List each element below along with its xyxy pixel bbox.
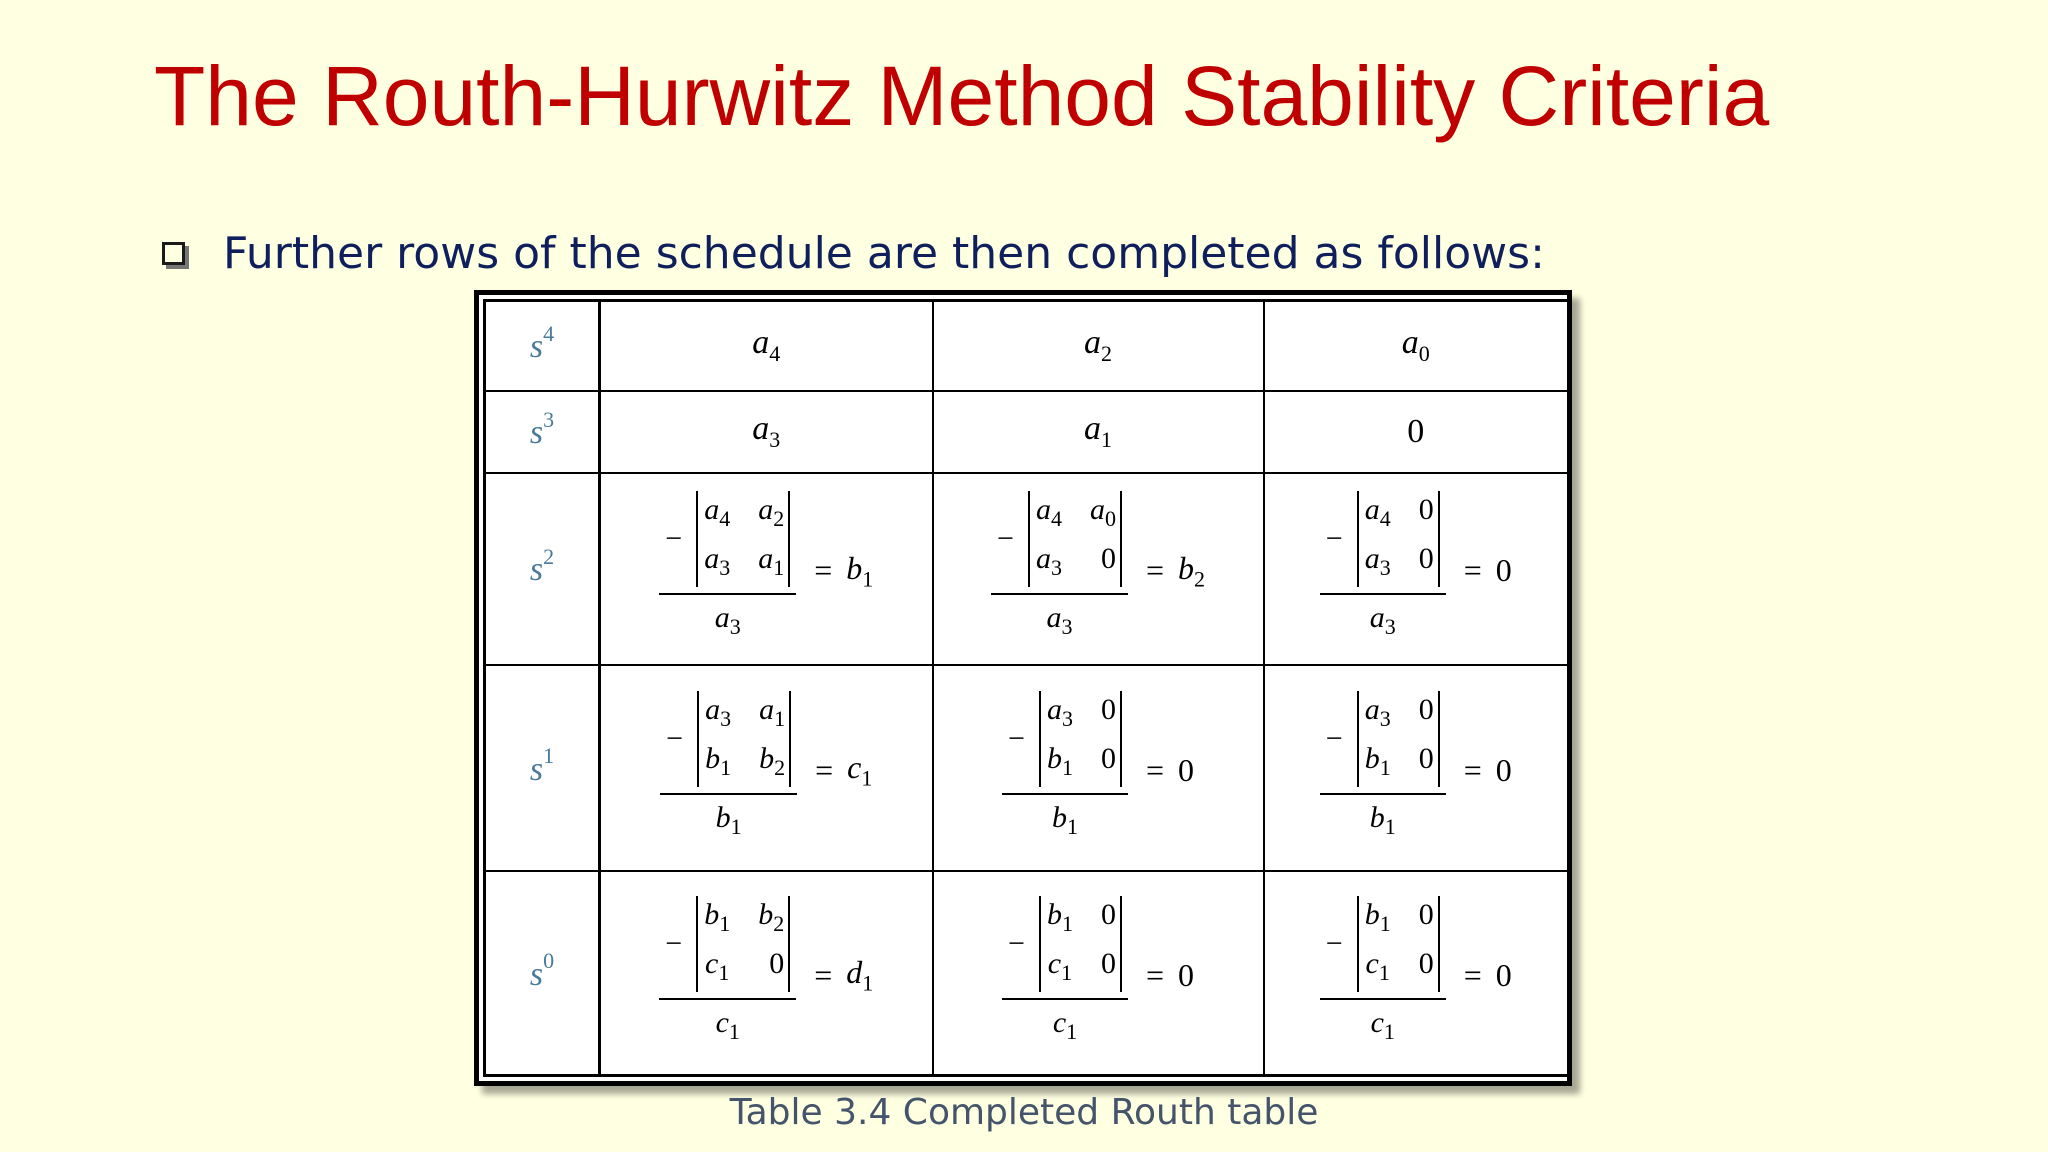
determinant-entry xyxy=(1047,945,1073,992)
result-base: c xyxy=(847,748,862,785)
entry-base: 0 xyxy=(1418,897,1434,931)
determinant-entry xyxy=(1365,945,1391,992)
entry-base: a xyxy=(1035,493,1051,527)
denominator-subscript: 3 xyxy=(1384,614,1396,640)
fraction-numerator xyxy=(991,491,1128,595)
coefficient-subscript: 1 xyxy=(1101,427,1112,453)
routh-row xyxy=(485,473,1569,665)
minus-sign: − xyxy=(1008,721,1025,755)
denominator-base: b xyxy=(715,800,731,834)
determinant-entry xyxy=(759,740,785,787)
result-value xyxy=(1496,752,1512,789)
routh-cell xyxy=(600,301,933,391)
routh-cell xyxy=(600,473,933,665)
row-label-base: s xyxy=(529,750,544,788)
determinant-entry xyxy=(1365,491,1391,538)
equals-sign: = xyxy=(1145,751,1164,788)
fraction-expression xyxy=(1002,691,1194,846)
row-label xyxy=(529,406,555,452)
entry-subscript: 3 xyxy=(1050,555,1062,581)
routh-cell xyxy=(1264,391,1569,473)
denominator-subscript: 1 xyxy=(1066,1018,1078,1044)
entry-base: a xyxy=(1089,493,1105,527)
determinant xyxy=(1039,691,1122,787)
result-base: 0 xyxy=(1177,751,1194,788)
fraction-denominator xyxy=(1370,795,1396,846)
denominator-subscript: 1 xyxy=(730,813,742,839)
denominator-subscript: 1 xyxy=(1066,813,1078,839)
entry-base: 0 xyxy=(1418,493,1434,527)
result-base: 0 xyxy=(1495,552,1512,589)
equals-sign: = xyxy=(1145,552,1164,589)
entry-subscript: 1 xyxy=(773,555,785,581)
determinant-entry xyxy=(705,740,731,787)
determinant-entry xyxy=(1101,896,1116,943)
routh-cell xyxy=(1264,665,1569,871)
denominator-subscript: 3 xyxy=(729,614,741,640)
entry-base: a xyxy=(704,493,720,527)
fraction-numerator xyxy=(1320,896,1446,1000)
denominator-base: c xyxy=(1052,1005,1067,1039)
coefficient-subscript: 2 xyxy=(1101,341,1112,367)
routh-cell xyxy=(1264,301,1569,391)
entry-subscript: 4 xyxy=(719,506,731,532)
determinant-entry xyxy=(1365,540,1391,587)
minus-sign: − xyxy=(1008,926,1025,960)
routh-table xyxy=(483,299,1570,1077)
result-base: 0 xyxy=(1177,956,1194,993)
row-label-cell xyxy=(485,301,600,391)
entry-base: 0 xyxy=(1100,741,1116,775)
entry-subscript: 3 xyxy=(1379,555,1391,581)
coefficient-subscript: 3 xyxy=(769,427,781,453)
determinant-entry xyxy=(1365,740,1391,787)
entry-subscript: 1 xyxy=(1379,754,1391,780)
minus-sign: − xyxy=(1325,926,1343,960)
result-value xyxy=(1178,752,1194,789)
determinant-entry xyxy=(758,945,784,992)
determinant xyxy=(696,491,790,587)
fraction-expression xyxy=(991,491,1205,646)
result-base: 0 xyxy=(1495,751,1512,788)
coefficient xyxy=(1084,410,1112,453)
determinant-entry xyxy=(704,540,730,587)
routh-cell xyxy=(600,665,933,871)
routh-cell xyxy=(933,665,1264,871)
denominator-base: a xyxy=(714,601,730,635)
routh-cell xyxy=(933,301,1264,391)
denominator-subscript: 1 xyxy=(728,1018,740,1044)
entry-base: a xyxy=(1364,542,1380,576)
entry-subscript: 4 xyxy=(1379,506,1391,532)
determinant-entry xyxy=(1419,740,1434,787)
determinant-entry xyxy=(1047,691,1073,738)
row-label-cell xyxy=(485,665,600,871)
entry-base: b xyxy=(1364,897,1380,931)
fraction-denominator xyxy=(1370,595,1396,646)
fraction-denominator xyxy=(715,595,741,646)
equals-sign: = xyxy=(1145,956,1164,993)
fraction-expression xyxy=(659,896,873,1051)
routh-cell xyxy=(933,391,1264,473)
equals-sign: = xyxy=(1463,751,1482,788)
result-base: 0 xyxy=(1495,956,1512,993)
entry-subscript: 3 xyxy=(1061,705,1073,731)
result-subscript: 2 xyxy=(1193,566,1205,591)
fraction-expression xyxy=(1320,896,1512,1051)
equals-sign: = xyxy=(814,552,833,589)
entry-base: a xyxy=(1364,692,1380,726)
result-value xyxy=(1496,552,1512,589)
determinant-entry xyxy=(758,540,784,587)
minus-sign: − xyxy=(665,926,683,960)
entry-subscript: 2 xyxy=(773,910,785,936)
row-label-exponent: 4 xyxy=(543,321,555,347)
entry-base: a xyxy=(758,493,774,527)
entry-base: 0 xyxy=(1418,542,1434,576)
row-label-base: s xyxy=(529,955,544,993)
entry-subscript: 0 xyxy=(1104,506,1116,532)
square-bullet-icon xyxy=(162,242,185,265)
entry-subscript: 1 xyxy=(1061,959,1073,985)
entry-base: b xyxy=(758,897,774,931)
entry-base: b xyxy=(705,741,721,775)
fraction xyxy=(991,491,1128,646)
row-label-exponent: 3 xyxy=(543,406,555,432)
result-value xyxy=(847,749,872,791)
entry-base: 0 xyxy=(1100,692,1116,726)
fraction xyxy=(660,691,797,846)
determinant xyxy=(1028,491,1122,587)
determinant xyxy=(1039,896,1122,992)
entry-subscript: 1 xyxy=(1061,910,1073,936)
coefficient-base: a xyxy=(1084,324,1101,362)
fraction-expression xyxy=(1320,491,1512,646)
entry-subscript: 1 xyxy=(1378,959,1390,985)
determinant-entry xyxy=(758,491,784,538)
determinant-entry xyxy=(1365,896,1391,943)
result-value xyxy=(846,954,873,996)
minus-sign: − xyxy=(666,721,684,755)
fraction-denominator xyxy=(716,1000,740,1051)
determinant-entry xyxy=(1419,540,1434,587)
minus-sign: − xyxy=(1325,522,1343,556)
result-base: b xyxy=(1177,549,1194,586)
bullet-point xyxy=(160,228,1545,279)
routh-cell xyxy=(600,871,933,1075)
result-value xyxy=(1496,957,1512,994)
entry-subscript: 1 xyxy=(720,754,732,780)
determinant-entry xyxy=(1047,740,1073,787)
routh-row xyxy=(485,871,1569,1075)
fraction xyxy=(1002,896,1128,1051)
entry-subscript: 1 xyxy=(1061,754,1073,780)
determinant-entry xyxy=(1101,945,1116,992)
row-label-base: s xyxy=(529,414,544,452)
coefficient-base: a xyxy=(752,410,770,448)
row-label-base: s xyxy=(529,551,544,589)
determinant xyxy=(1357,691,1440,787)
fraction-numerator xyxy=(1320,691,1446,795)
determinant-entry xyxy=(1101,740,1116,787)
entry-base: c xyxy=(705,946,719,980)
fraction-numerator xyxy=(1002,896,1128,1000)
coefficient xyxy=(1084,324,1112,367)
result-value xyxy=(1178,550,1205,592)
coefficient-base: a xyxy=(1401,324,1419,362)
routh-cell xyxy=(933,473,1264,665)
determinant-entry xyxy=(1036,540,1062,587)
table-caption: Table 3.4 Completed Routh table xyxy=(729,1092,1319,1133)
entry-base: c xyxy=(1365,946,1379,980)
result-base: d xyxy=(846,953,863,990)
determinant-entry xyxy=(1419,896,1434,943)
entry-subscript: 1 xyxy=(719,910,731,936)
entry-base: b xyxy=(704,897,720,931)
fraction-denominator xyxy=(716,795,742,846)
determinant-entry xyxy=(1090,491,1116,538)
denominator-base: a xyxy=(1369,601,1385,635)
fraction-denominator xyxy=(1371,1000,1395,1051)
denominator-subscript: 1 xyxy=(1383,1018,1395,1044)
fraction-numerator xyxy=(1002,691,1128,795)
fraction-numerator xyxy=(1320,491,1446,595)
row-label-base: s xyxy=(529,328,544,366)
coefficient xyxy=(752,324,781,367)
determinant-entry xyxy=(704,945,730,992)
row-label-exponent: 0 xyxy=(543,948,555,974)
fraction-expression xyxy=(1002,896,1194,1051)
result-subscript: 1 xyxy=(862,970,874,996)
entry-base: b xyxy=(1364,741,1380,775)
determinant-entry xyxy=(704,896,730,943)
entry-base: 0 xyxy=(1418,946,1434,980)
row-label xyxy=(529,948,555,993)
row-label xyxy=(529,743,555,788)
determinant-entry xyxy=(1101,691,1116,738)
result-base: b xyxy=(846,549,863,586)
entry-base: 0 xyxy=(1418,692,1434,726)
bullet-text: Further rows of the schedule are then completed as follows: xyxy=(223,228,1545,279)
fraction-denominator xyxy=(1052,795,1078,846)
denominator-base: a xyxy=(1046,601,1062,635)
minus-sign: − xyxy=(997,522,1014,556)
routh-row xyxy=(485,665,1569,871)
determinant-entry xyxy=(1419,945,1434,992)
determinant-entry xyxy=(759,691,785,738)
row-label-cell xyxy=(485,473,600,665)
entry-base: a xyxy=(1364,493,1380,527)
coefficient xyxy=(752,410,781,453)
row-label-cell xyxy=(485,391,600,473)
routh-table-frame xyxy=(474,290,1572,1086)
routh-cell xyxy=(600,391,933,473)
fraction-expression xyxy=(1320,691,1512,846)
result-subscript: 1 xyxy=(862,566,874,591)
entry-base: b xyxy=(1046,741,1062,775)
minus-sign: − xyxy=(1325,721,1343,755)
entry-subscript: 3 xyxy=(720,705,732,731)
equals-sign: = xyxy=(1463,956,1482,993)
entry-subscript: 1 xyxy=(1379,910,1391,936)
fraction-denominator xyxy=(1046,595,1072,646)
routh-cell xyxy=(1264,473,1569,665)
entry-subscript: 1 xyxy=(774,705,786,731)
result-value xyxy=(1178,957,1194,994)
minus-sign: − xyxy=(665,522,683,556)
row-label-exponent: 2 xyxy=(543,544,555,570)
fraction-numerator xyxy=(659,491,796,595)
entry-base: a xyxy=(705,692,721,726)
fraction-denominator xyxy=(1053,1000,1077,1051)
zero-value: 0 xyxy=(1407,412,1425,450)
entry-subscript: 1 xyxy=(718,959,730,985)
determinant-entry xyxy=(1036,491,1062,538)
determinant-entry xyxy=(1419,491,1434,538)
fraction-numerator xyxy=(660,691,797,795)
routh-row xyxy=(485,301,1569,391)
determinant xyxy=(696,896,790,992)
entry-base: a xyxy=(704,542,720,576)
row-label xyxy=(529,321,555,366)
entry-base: 0 xyxy=(1100,897,1116,931)
slide-title: The Routh-Hurwitz Method Stability Criteria xyxy=(154,49,1770,143)
denominator-subscript: 1 xyxy=(1384,813,1396,839)
fraction xyxy=(1320,691,1446,846)
fraction xyxy=(659,896,796,1051)
entry-base: a xyxy=(759,692,775,726)
fraction xyxy=(659,491,796,646)
denominator-base: b xyxy=(1369,800,1385,834)
routh-cell xyxy=(1264,871,1569,1075)
fraction xyxy=(1002,691,1128,846)
entry-base: a xyxy=(758,542,774,576)
entry-subscript: 2 xyxy=(773,506,785,532)
entry-base: b xyxy=(1046,897,1062,931)
entry-base: a xyxy=(1035,542,1051,576)
entry-subscript: 3 xyxy=(719,555,731,581)
fraction xyxy=(1320,491,1446,646)
row-label xyxy=(529,544,555,589)
coefficient-base: a xyxy=(752,324,770,362)
denominator-base: c xyxy=(715,1005,729,1039)
denominator-base: b xyxy=(1051,800,1067,834)
determinant-entry xyxy=(1090,540,1116,587)
entry-subscript: 4 xyxy=(1050,506,1062,532)
entry-base: 0 xyxy=(1418,741,1434,775)
routh-cell xyxy=(933,871,1264,1075)
determinant-entry xyxy=(1365,691,1391,738)
determinant-entry xyxy=(1419,691,1434,738)
fraction xyxy=(1320,896,1446,1051)
determinant xyxy=(1357,491,1440,587)
coefficient-subscript: 4 xyxy=(769,341,781,367)
entry-base: c xyxy=(1047,946,1062,980)
routh-row xyxy=(485,391,1569,473)
entry-base: 0 xyxy=(769,946,785,980)
determinant-entry xyxy=(704,491,730,538)
entry-subscript: 3 xyxy=(1379,705,1391,731)
equals-sign: = xyxy=(1463,552,1482,589)
fraction-numerator xyxy=(659,896,796,1000)
coefficient xyxy=(1401,324,1430,367)
result-subscript: 1 xyxy=(861,765,873,791)
fraction-expression xyxy=(659,491,873,646)
coefficient-subscript: 0 xyxy=(1418,341,1430,367)
denominator-subscript: 3 xyxy=(1061,614,1073,640)
fraction-expression xyxy=(660,691,872,846)
equals-sign: = xyxy=(815,751,834,788)
determinant-entry xyxy=(1047,896,1073,943)
determinant xyxy=(697,691,791,787)
entry-base: b xyxy=(759,741,775,775)
entry-subscript: 2 xyxy=(774,754,786,780)
result-value xyxy=(846,550,873,592)
determinant-entry xyxy=(758,896,784,943)
entry-base: 0 xyxy=(1100,542,1116,576)
entry-base: 0 xyxy=(1100,946,1116,980)
determinant-entry xyxy=(705,691,731,738)
coefficient-base: a xyxy=(1084,410,1101,448)
equals-sign: = xyxy=(814,956,833,993)
row-label-cell xyxy=(485,871,600,1075)
entry-base: a xyxy=(1046,692,1062,726)
row-label-exponent: 1 xyxy=(543,743,555,769)
determinant xyxy=(1357,896,1440,992)
denominator-base: c xyxy=(1370,1005,1384,1039)
